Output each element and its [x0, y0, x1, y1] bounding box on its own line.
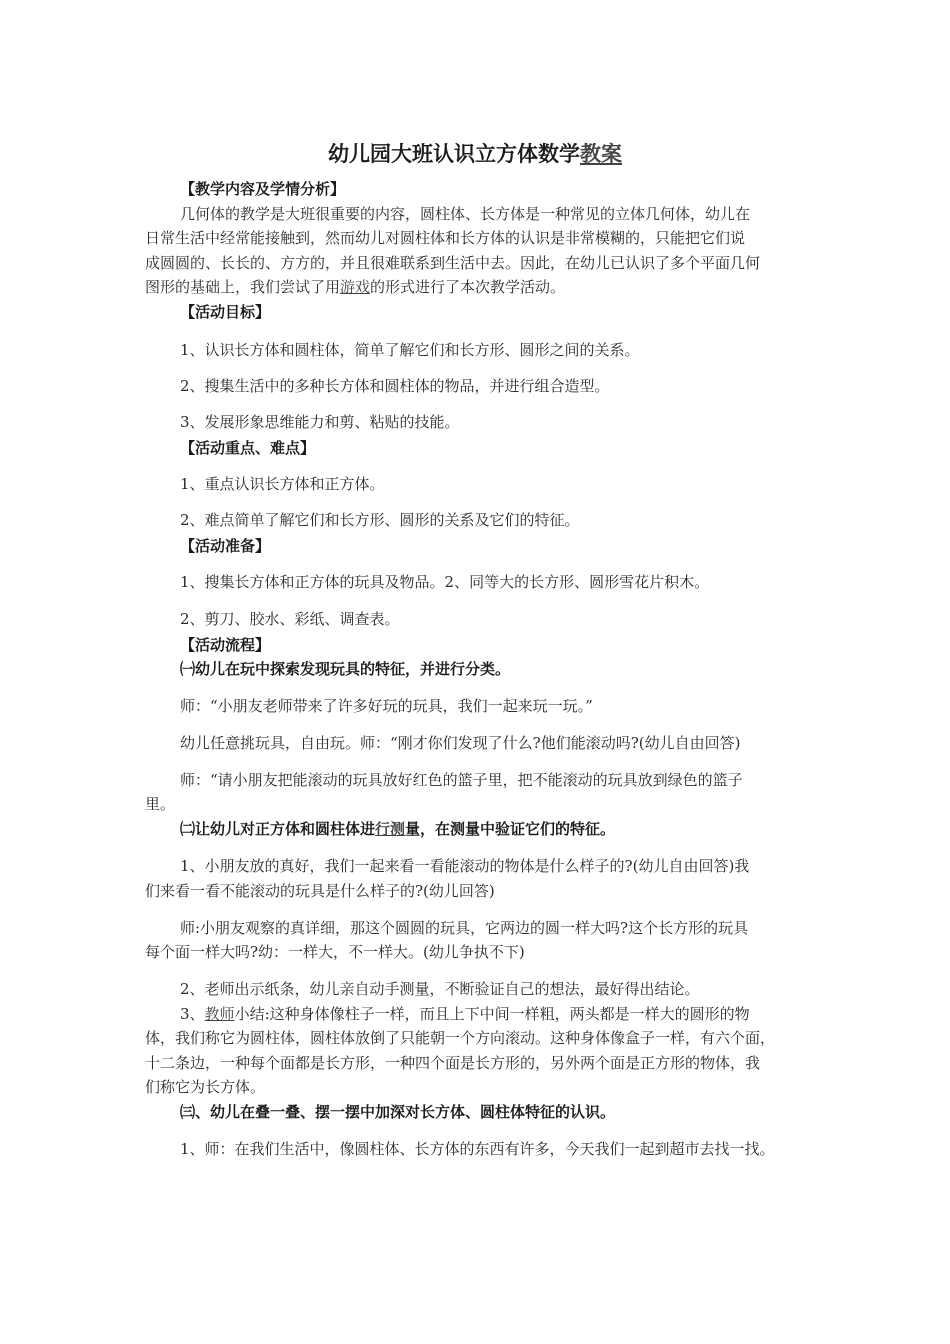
list-item: 1、重点认识长方体和正方体。 — [180, 475, 385, 493]
paragraph-line: 师：“请小朋友把能滚动的玩具放好红色的篮子里，把不能滚动的玩具放到绿色的篮子 — [180, 771, 743, 789]
paragraph-line — [145, 277, 565, 297]
text: 3、 — [180, 1005, 205, 1023]
paragraph-line: 们称它为长方体。 — [145, 1078, 266, 1096]
link-youxi[interactable]: 游戏 — [340, 278, 371, 296]
title-text: 幼儿园大班认识立方体数学 — [328, 142, 580, 166]
paragraph-line: 成圆圆的、长长的、方方的，并且很难联系到生活中去。因此，在幼儿已认识了多个平面几何 — [145, 254, 761, 272]
list-item: 1、搜集长方体和正方体的玩具及物品。2、同等大的长方形、圆形雪花片积木。 — [180, 573, 710, 591]
paragraph-line: 1、小朋友放的真好，我们一起来看一看能滚动的物体是什么样子的?(幼儿自由回答)我 — [180, 857, 750, 875]
list-item: 2、剪刀、胶水、彩纸、调查表。 — [180, 610, 400, 628]
text: 的形式进行了本次教学活动。 — [370, 278, 566, 296]
text: 图形的基础上，我们尝试了用 — [145, 278, 341, 296]
title-link-jiaoan[interactable]: 教案 — [580, 142, 622, 166]
text: ㈡让幼儿对正方体和圆柱体进 — [180, 820, 376, 838]
section-heading-goals: 【活动目标】 — [180, 303, 271, 321]
paragraph-line: 2、老师出示纸条，幼儿亲自动手测量，不断验证自己的想法，最好得出结论。 — [180, 980, 700, 998]
paragraph-line — [180, 1004, 750, 1024]
list-item: 3、发展形象思维能力和剪、粘贴的技能。 — [180, 413, 460, 431]
list-item: 1、认识长方体和圆柱体，简单了解它们和长方形、圆形之间的关系。 — [180, 341, 640, 359]
paragraph-line: 每个面一样大吗?幼：一样大，不一样大。(幼儿争执不下) — [145, 943, 525, 961]
paragraph-line: 日常生活中经常能接触到，然而幼儿对圆柱体和长方体的认识是非常模糊的，只能把它们说 — [145, 229, 746, 247]
step-title: ㈠幼儿在玩中探索发现玩具的特征，并进行分类。 — [180, 660, 511, 678]
list-item: 2、难点简单了解它们和长方形、圆形的关系及它们的特征。 — [180, 511, 580, 529]
paragraph-line: 幼儿任意挑玩具，自由玩。师：“刚才你们发现了什么?他们能滚动吗?(幼儿自由回答) — [180, 734, 741, 752]
step-title — [180, 819, 615, 839]
paragraph-line: 们来看一看不能滚动的玩具是什么样子的?(幼儿回答) — [145, 882, 495, 900]
section-heading-preparation: 【活动准备】 — [180, 537, 271, 555]
document-title — [0, 138, 950, 168]
link-xingce[interactable]: 行测 — [375, 820, 406, 838]
text: 量，在测量中验证它们的特征。 — [405, 820, 616, 838]
paragraph-line: 十二条边，一种每个面都是长方形，一种四个面是长方形的，另外两个面是正方形的物体，我 — [145, 1054, 761, 1072]
paragraph-line: 师:小朋友观察的真详细，那这个圆圆的玩具，它两边的圆一样大吗?这个长方形的玩具 — [180, 919, 749, 937]
step-title: ㈢、幼儿在叠一叠、摆一摆中加深对长方体、圆柱体特征的认识。 — [180, 1103, 616, 1121]
list-item: 2、搜集生活中的多种长方体和圆柱体的物品，并进行组合造型。 — [180, 377, 610, 395]
paragraph-line: 里。 — [145, 795, 176, 813]
link-jiaoshi[interactable]: 教师 — [204, 1005, 235, 1023]
section-heading-analysis: 【教学内容及学情分析】 — [180, 180, 346, 198]
paragraph-line: 几何体的教学是大班很重要的内容，圆柱体、长方体是一种常见的立体几何体，幼儿在 — [180, 205, 751, 223]
paragraph-line: 体，我们称它为圆柱体，圆柱体放倒了只能朝一个方向滚动。这种身体像盒子一样，有六个面， — [145, 1029, 776, 1047]
paragraph-line: 师：“小朋友老师带来了许多好玩的玩具，我们一起来玩一玩。” — [180, 697, 593, 715]
text: 小结:这种身体像柱子一样，而且上下中间一样粗，两头都是一样大的圆形的物 — [234, 1005, 750, 1023]
section-heading-key-points: 【活动重点、难点】 — [180, 439, 316, 457]
section-heading-process: 【活动流程】 — [180, 636, 271, 654]
paragraph-line: 1、师：在我们生活中，像圆柱体、长方体的东西有许多，今天我们一起到超市去找一找。 — [180, 1140, 775, 1158]
